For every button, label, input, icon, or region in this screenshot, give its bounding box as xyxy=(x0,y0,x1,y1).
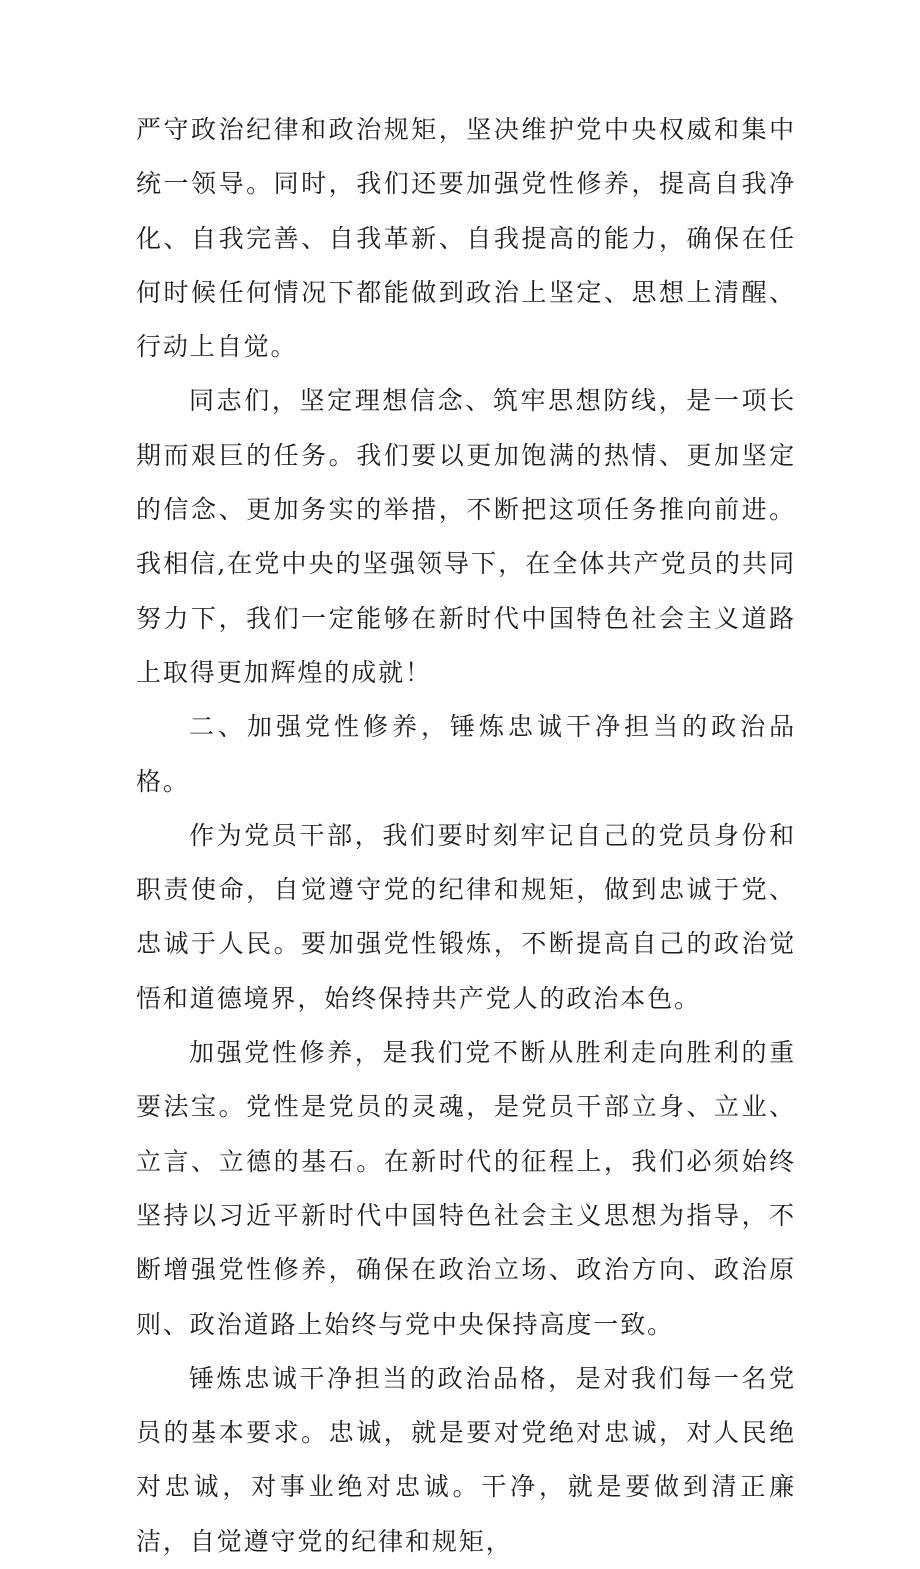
paragraph: 同志们，坚定理想信念、筑牢思想防线，是一项长期而艰巨的任务。我们要以更加饱满的热情、更加坚定的信念、更加务实的举措，不断把这项任务推向前进。我相信,在党中央的坚强领导下，在全体共产党员的共同努力下，我们一定能够在新时代中国特色社会主义道路上取得更加辉煌的成就！ xyxy=(136,386,796,687)
section-heading: 二、加强党性修养，锤炼忠诚干净担当的政治品格。 xyxy=(136,712,796,796)
paragraph: 锤炼忠诚干净担当的政治品格，是对我们每一名党员的基本要求。忠诚，就是要对党绝对忠诚，对人民绝对忠诚，对事业绝对忠诚。干净，就是要做到清正廉洁，自觉遵守党的纪律和规矩， xyxy=(136,1363,796,1556)
paragraph: 作为党员干部，我们要时刻牢记自己的党员身份和职责使命，自觉遵守党的纪律和规矩，做到忠诚于党、忠诚于人民。要加强党性锻炼，不断提高自己的政治觉悟和道德境界，始终保持共产党人的政治本色。 xyxy=(136,820,796,1013)
document-body xyxy=(136,103,796,1569)
paragraph-continuation: 严守政治纪律和政治规矩，坚决维护党中央权威和集中统一领导。同时，我们还要加强党性修养，提高自我净化、自我完善、自我革新、自我提高的能力，确保在任何时候任何情况下都能做到政治上坚定、思想上清醒、行动上自觉。 xyxy=(136,115,796,362)
paragraph: 加强党性修养，是我们党不断从胜利走向胜利的重要法宝。党性是党员的灵魂，是党员干部立身、立业、立言、立德的基石。在新时代的征程上，我们必须始终坚持以习近平新时代中国特色社会主义思想为指导，不断增强党性修养，确保在政治立场、政治方向、政治原则、政治道路上始终与党中央保持高度一致。 xyxy=(136,1038,796,1339)
